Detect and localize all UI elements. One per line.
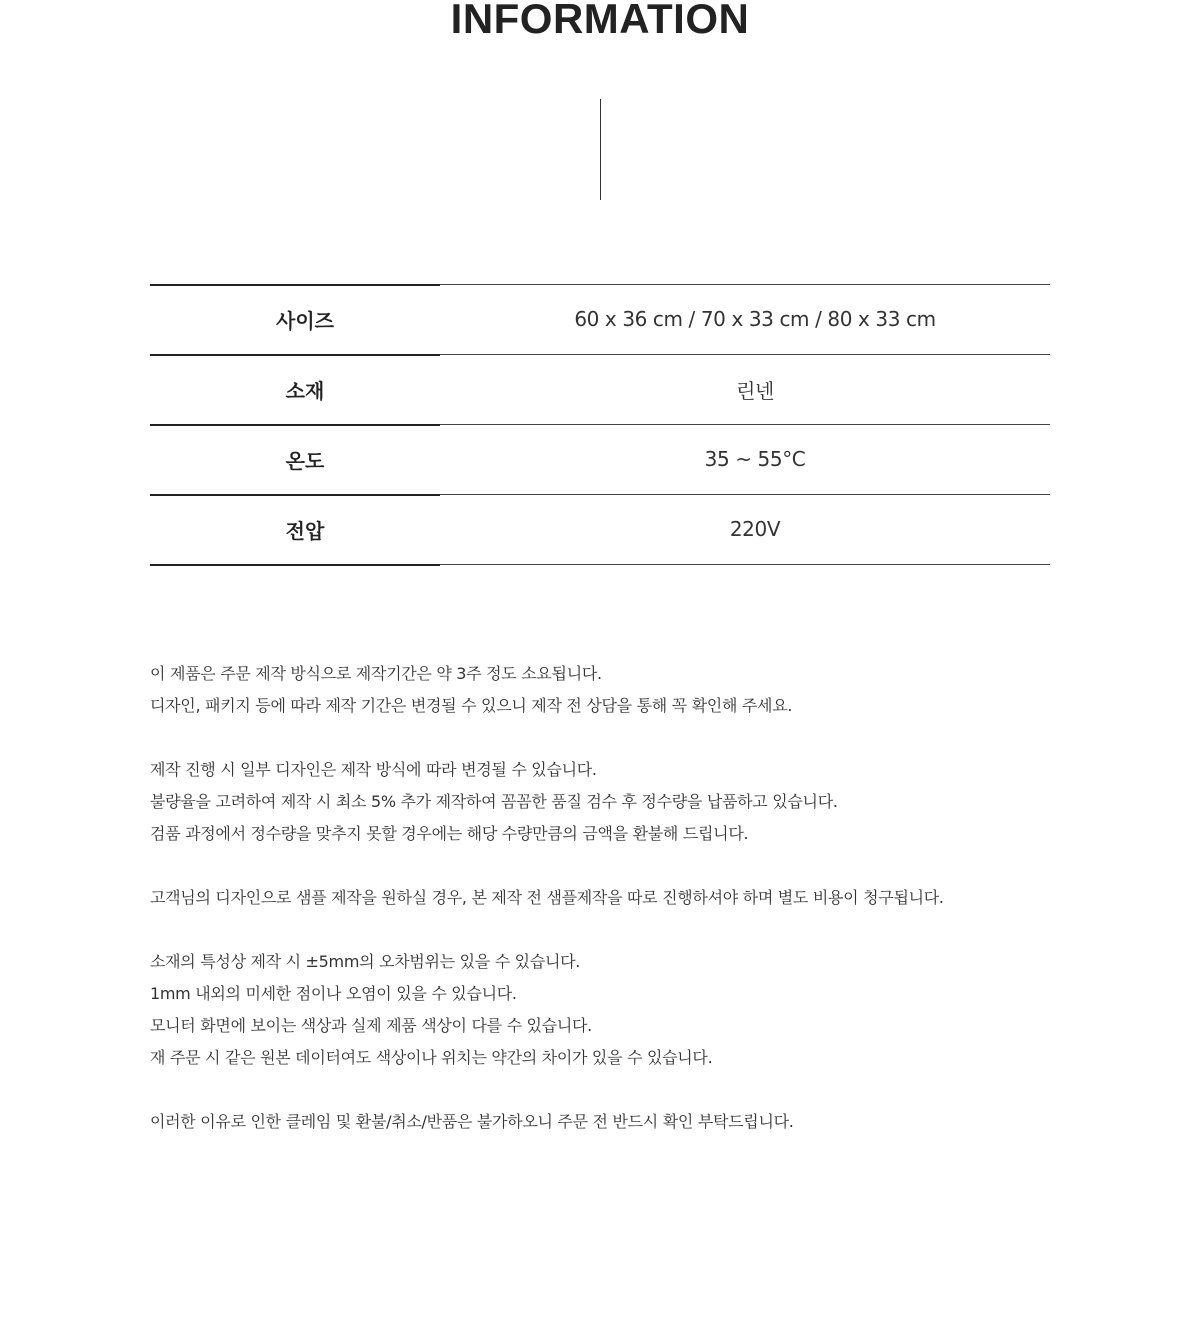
note-line: 모니터 화면에 보이는 색상과 실제 제품 색상이 다를 수 있습니다. xyxy=(150,1016,592,1035)
note-line: 소재의 특성상 제작 시 ±5mm의 오차범위는 있을 수 있습니다. xyxy=(150,952,581,971)
note-line: 재 주문 시 같은 원본 데이터여도 색상이나 위치는 약간의 차이가 있을 수 있습니다. xyxy=(150,1048,713,1067)
spec-label: 사이즈 xyxy=(276,308,334,333)
spec-label: 소재 xyxy=(285,378,325,403)
page-title: INFORMATION xyxy=(450,0,750,42)
table-bottom-border xyxy=(150,564,1050,566)
note-paragraph xyxy=(150,1106,1110,1138)
note-line: 이 제품은 주문 제작 방식으로 제작기간은 약 3주 정도 소요됩니다. xyxy=(150,664,602,683)
note-paragraph xyxy=(150,658,1110,722)
spec-label: 전압 xyxy=(285,518,325,543)
note-paragraph xyxy=(150,946,1110,1074)
note-paragraph xyxy=(150,754,1110,850)
vertical-divider xyxy=(600,99,601,200)
note-line: 1mm 내외의 미세한 점이나 오염이 있을 수 있습니다. xyxy=(150,984,517,1003)
note-line: 제작 진행 시 일부 디자인은 제작 방식에 따라 변경될 수 있습니다. xyxy=(150,760,597,779)
spec-table xyxy=(150,284,1050,566)
note-line: 고객님의 디자인으로 샘플 제작을 원하실 경우, 본 제작 전 샘플제작을 따로 진행하셔야 하며 별도 비용이 청구됩니다. xyxy=(150,888,944,907)
spec-row-voltage xyxy=(150,494,1050,564)
spec-row-material xyxy=(150,354,1050,424)
note-paragraph xyxy=(150,882,1110,914)
notes-section xyxy=(150,658,1110,1170)
spec-value: 220V xyxy=(729,517,781,541)
spec-value: 60 x 36 cm / 70 x 33 cm / 80 x 33 cm xyxy=(574,307,936,331)
spec-row-size xyxy=(150,284,1050,354)
spec-value: 35 ~ 55°C xyxy=(704,447,806,471)
spec-value: 린넨 xyxy=(736,378,774,403)
note-line: 불량율을 고려하여 제작 시 최소 5% 추가 제작하여 꼼꼼한 품질 검수 후 정수량을 납품하고 있습니다. xyxy=(150,792,838,811)
note-line: 디자인, 패키지 등에 따라 제작 기간은 변경될 수 있으니 제작 전 상담을 통해 꼭 확인해 주세요. xyxy=(150,696,793,715)
note-line: 이러한 이유로 인한 클레임 및 환불/취소/반품은 불가하오니 주문 전 반드시 확인 부탁드립니다. xyxy=(150,1112,794,1131)
spec-label: 온도 xyxy=(285,448,325,473)
spec-row-temperature xyxy=(150,424,1050,494)
note-line: 검품 과정에서 정수량을 맞추지 못할 경우에는 해당 수량만큼의 금액을 환불해 드립니다. xyxy=(150,824,749,843)
